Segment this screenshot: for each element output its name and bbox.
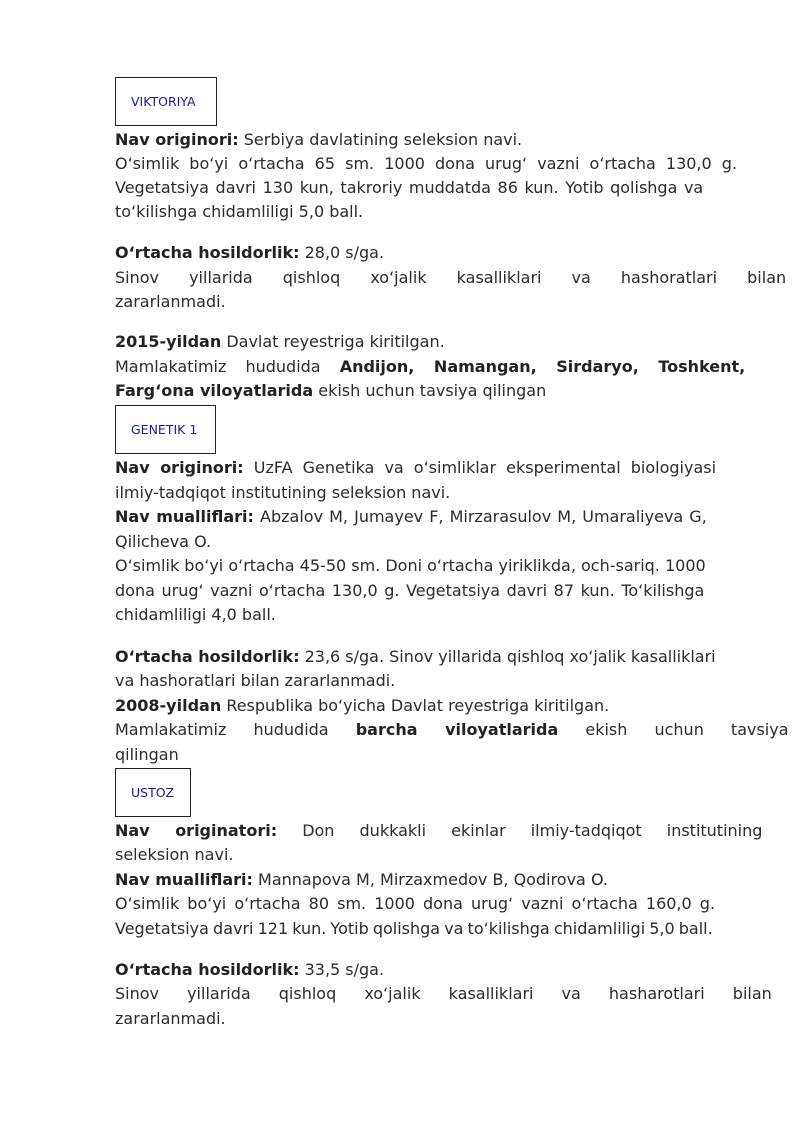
- pest-line: zararlanmadi.: [115, 1009, 226, 1028]
- variety-tag-genetik-1: GENETIK 1: [115, 405, 216, 454]
- authors-line: Qilicheva O.: [115, 532, 212, 551]
- yield-line: O‘rtacha hosildorlik: 23,6 s/ga. Sinov yillarida qishloq xo‘jalik kasalliklari: [115, 647, 716, 666]
- description-line: Vegetatsiya davri 130 kun, takroriy muddatda 86 kun. Yotib qolishga va: [115, 178, 704, 197]
- description-line: chidamliligi 4,0 ball.: [115, 605, 276, 624]
- description-line: O‘simlik bo‘yi o‘rtacha 45-50 sm. Doni o‘rtacha yiriklikda, och-sariq. 1000: [115, 556, 706, 575]
- authors-line: Nav mualliflari: Abzalov M, Jumayev F, Mirzarasulov M, Umaraliyeva G,: [115, 507, 707, 526]
- originator-line: Nav originori: UzFA Genetika va o‘simliklar eksperimental biologiyasi: [115, 458, 717, 477]
- pest-line: zararlanmadi.: [115, 292, 226, 311]
- pest-line: Sinov yillarida qishloq xo‘jalik kasalliklari va hashoratlari bilan: [115, 268, 787, 287]
- authors-line: Nav mualliflari: Mannapova M, Mirzaxmedov B, Qodirova O.: [115, 870, 608, 889]
- variety-tag-ustoz: USTOZ: [115, 768, 191, 817]
- description-line: O‘simlik bo‘yi o‘rtacha 65 sm. 1000 dona urug‘ vazni o‘rtacha 130,0 g.: [115, 154, 738, 173]
- pest-line: Sinov yillarida qishloq xo‘jalik kasalliklari va hasharotlari bilan: [115, 984, 772, 1003]
- region-line: qilingan: [115, 745, 179, 764]
- region-line: Mamlakatimiz hududida barcha viloyatlarida ekish uchun tavsiya: [115, 720, 789, 739]
- registry-line: 2008-yildan Respublika bo‘yicha Davlat reyestriga kiritilgan.: [115, 696, 610, 715]
- originator-line: ilmiy-tadqiqot institutining seleksion navi.: [115, 483, 451, 502]
- description-line: to‘kilishga chidamliligi 5,0 ball.: [115, 202, 364, 221]
- pest-line: va hashoratlari bilan zararlanmadi.: [115, 671, 396, 690]
- originator-line: seleksion navi.: [115, 845, 234, 864]
- originator-line: Nav originori: Serbiya davlatining seleksion navi.: [115, 130, 523, 149]
- yield-line: O‘rtacha hosildorlik: 28,0 s/ga.: [115, 243, 385, 262]
- description-line: Vegetatsiya davri 121 kun. Yotib qolishga va to‘kilishga chidamliligi 5,0 ball.: [115, 919, 713, 938]
- variety-tag-viktoriya: VIKTORIYA: [115, 77, 217, 126]
- description-line: dona urug‘ vazni o‘rtacha 130,0 g. Vegetatsiya davri 87 kun. To‘kilishga: [115, 581, 705, 600]
- region-line: Farg‘ona viloyatlarida ekish uchun tavsiya qilingan: [115, 381, 547, 400]
- region-line: Mamlakatimiz hududida Andijon, Namangan, Sirdaryo, Toshkent,: [115, 357, 746, 376]
- originator-line: Nav originatori: Don dukkakli ekinlar ilmiy-tadqiqot institutining: [115, 821, 763, 840]
- yield-line: O‘rtacha hosildorlik: 33,5 s/ga.: [115, 960, 385, 979]
- registry-line: 2015-yildan Davlat reyestriga kiritilgan.: [115, 332, 445, 351]
- description-line: O‘simlik bo‘yi o‘rtacha 80 sm. 1000 dona urug‘ vazni o‘rtacha 160,0 g.: [115, 894, 716, 913]
